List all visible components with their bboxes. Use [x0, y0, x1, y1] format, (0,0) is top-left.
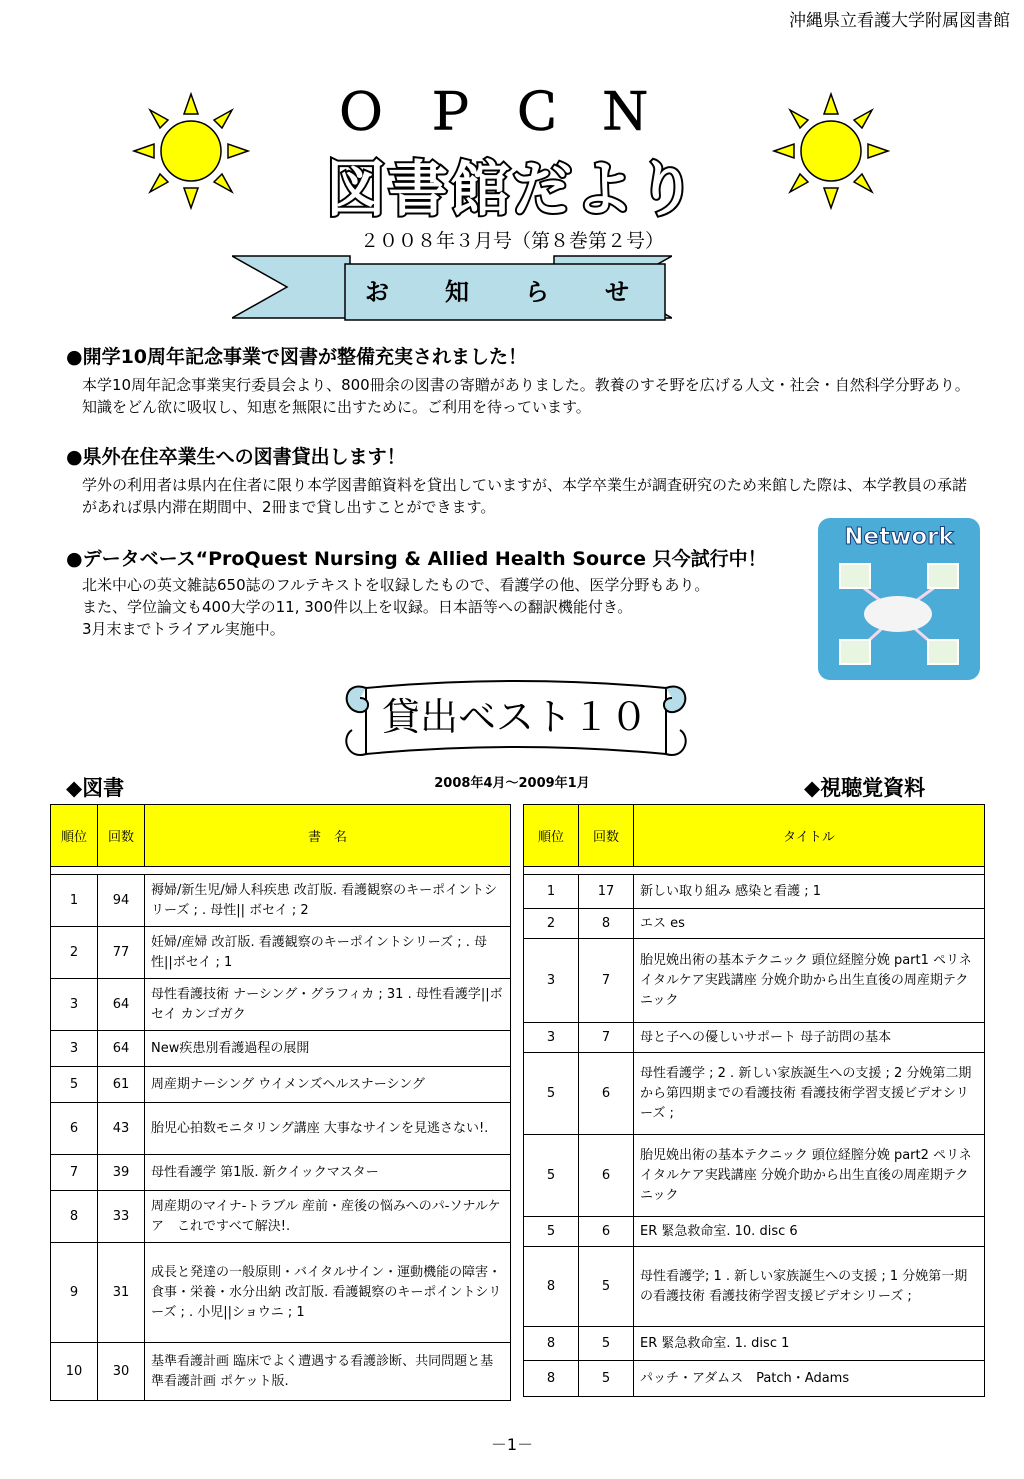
table-row	[524, 1247, 985, 1327]
rank: 5	[524, 1217, 579, 1247]
rank: 5	[524, 1135, 579, 1217]
section-body: 本学10周年記念事業実行委員会より、800冊余の図書の寄贈がありました。教養のすそ野を広げる人文・社会・自然科学分野あり。知識をどん欲に吸収し、知恵を無限に出すために。ご利用を待っています。	[82, 376, 970, 416]
av-title: ER 緊急救命室. 1. disc 1	[634, 1327, 985, 1361]
table-row	[51, 875, 511, 927]
table-row	[524, 1135, 985, 1217]
count: 64	[98, 979, 145, 1031]
table-row	[51, 979, 511, 1031]
section-heading: ●データベース“ProQuest Nursing & Allied Health Source 只今試行中！	[66, 548, 767, 570]
book-title: 周産期のマイナ-トラブル 産前・産後の悩みへのパ-ソナルケア これですべて解決!.	[145, 1191, 511, 1243]
header-rank: 順位	[51, 805, 98, 867]
table-row	[51, 1031, 511, 1067]
notice-label: お 知 ら せ	[365, 278, 645, 306]
av-title: 胎児娩出術の基本テクニック 頭位経膣分娩 part2 ペリネイタルケア実践講座 分娩介助から出生直後の周産期テクニック	[634, 1135, 985, 1217]
title-line1: ＯＰＣＮ	[336, 83, 688, 141]
av-title: パッチ・アダムス Patch・Adams	[634, 1361, 985, 1397]
count: 33	[98, 1191, 145, 1243]
table-row	[51, 1343, 511, 1401]
count: 5	[579, 1361, 634, 1397]
rank: 3	[51, 979, 98, 1031]
header-title: タイトル	[634, 805, 985, 867]
count: 43	[98, 1103, 145, 1155]
rank: 2	[51, 927, 98, 979]
count: 17	[579, 875, 634, 909]
network-illustration	[818, 518, 980, 680]
table-row	[51, 1243, 511, 1343]
table-row	[51, 1103, 511, 1155]
rank: 10	[51, 1343, 98, 1401]
table-row	[524, 875, 985, 909]
count: 5	[579, 1327, 634, 1361]
section-body-line: 3月末までトライアル実施中。	[82, 620, 285, 638]
count: 5	[579, 1247, 634, 1327]
table-row	[524, 1217, 985, 1247]
count: 61	[98, 1067, 145, 1103]
rank: 2	[524, 909, 579, 939]
book-title: New疾患別看護過程の展開	[145, 1031, 511, 1067]
rank: 6	[51, 1103, 98, 1155]
count: 77	[98, 927, 145, 979]
period: 2008年4月～2009年1月	[434, 776, 590, 791]
book-title: 成長と発達の一般原則・バイタルサイン・運動機能の障害・食事・栄養・水分出納 改訂版. 看護観察のキーポイントシリーズ ; . 小児||ショウニ ; 1	[145, 1243, 511, 1343]
rank: 5	[524, 1053, 579, 1135]
rank: 7	[51, 1155, 98, 1191]
section-body-line: また、学位論文も400大学の11, 300件以上を収録。日本語等への翻訳機能付き。	[82, 598, 633, 616]
issue-date: ２００８年３月号（第８巻第２号）	[359, 230, 664, 252]
count: 39	[98, 1155, 145, 1191]
page-number: －1－	[490, 1435, 534, 1454]
count: 94	[98, 875, 145, 927]
av-title: 胎児娩出術の基本テクニック 頭位経膣分娩 part1 ペリネイタルケア実践講座 分娩介助から出生直後の周産期テクニック	[634, 939, 985, 1023]
table-row	[51, 1067, 511, 1103]
rank: 1	[51, 875, 98, 927]
table-row	[524, 1023, 985, 1053]
section-heading: ●県外在住卒業生への図書貸出します！	[66, 446, 406, 468]
av-table	[523, 804, 985, 1397]
organization-name: 沖縄県立看護大学附属図書館	[789, 11, 1010, 31]
book-title: 母性看護技術 ナーシング・グラフィカ ; 31 . 母性看護学||ボセイ カンゴガク	[145, 979, 511, 1031]
rank: 8	[524, 1361, 579, 1397]
best-ten-title: 貸出ベスト１０	[381, 695, 648, 739]
rank: 8	[524, 1327, 579, 1361]
section-body: 学外の利用者は県内在住者に限り本学図書館資料を貸出していますが、本学卒業生が調査研究のため来館した際は、本学教員の承諾があれば県内滞在期間中、2冊まで貸し出すことができます。	[82, 476, 968, 516]
count: 8	[579, 909, 634, 939]
count: 30	[98, 1343, 145, 1401]
book-title: 妊婦/産婦 改訂版. 看護観察のキーポイントシリーズ ; . 母性||ボセイ ; 1	[145, 927, 511, 979]
av-title: 母性看護学 ; 2 . 新しい家族誕生への支援 ; 2 分娩第二期から第四期までの看護技術 看護技術学習支援ビデオシリーズ ;	[634, 1053, 985, 1135]
av-title: エス es	[634, 909, 985, 939]
count: 64	[98, 1031, 145, 1067]
av-title: ER 緊急救命室. 10. disc 6	[634, 1217, 985, 1247]
table-row	[524, 909, 985, 939]
header-rank: 順位	[524, 805, 579, 867]
section-body-line: 北米中心の英文雑誌650誌のフルテキストを収録したもので、看護学の他、医学分野もあり。	[82, 576, 710, 594]
header-title: 書 名	[145, 805, 511, 867]
count: 6	[579, 1135, 634, 1217]
title-line2: 図書館だより	[326, 155, 698, 225]
count: 31	[98, 1243, 145, 1343]
count: 6	[579, 1217, 634, 1247]
table-row	[524, 1361, 985, 1397]
table-row	[51, 1191, 511, 1243]
books-table	[50, 804, 511, 1401]
book-title: 褥婦/新生児/婦人科疾患 改訂版. 看護観察のキーポイントシリーズ ; . 母性|| ボセイ ; 2	[145, 875, 511, 927]
header-count: 回数	[579, 805, 634, 867]
av-title: 母性看護学; 1 . 新しい家族誕生への支援 ; 1 分娩第一期の看護技術 看護技術学習支援ビデオシリーズ ;	[634, 1247, 985, 1327]
count: 7	[579, 1023, 634, 1053]
rank: 3	[524, 939, 579, 1023]
av-title: 新しい取り組み 感染と看護 ; 1	[634, 875, 985, 909]
av-title: 母と子への優しいサポート 母子訪問の基本	[634, 1023, 985, 1053]
book-title: 基準看護計画 臨床でよく遭遇する看護診断、共同問題と基準看護計画 ポケット版.	[145, 1343, 511, 1401]
computer-network-icon	[818, 552, 980, 680]
table-row	[51, 1155, 511, 1191]
rank: 5	[51, 1067, 98, 1103]
header-count: 回数	[98, 805, 145, 867]
books-label: ◆図書	[66, 776, 125, 800]
book-title: 胎児心拍数モニタリング講座 大事なサインを見逃さない!.	[145, 1103, 511, 1155]
table-row	[524, 939, 985, 1023]
rank: 3	[51, 1031, 98, 1067]
rank: 9	[51, 1243, 98, 1343]
count: 6	[579, 1053, 634, 1135]
book-title: 周産期ナーシング ウイメンズヘルスナーシング	[145, 1067, 511, 1103]
table-row	[524, 1327, 985, 1361]
rank: 8	[524, 1247, 579, 1327]
section-heading: ●開学10周年記念事業で図書が整備充実されました！	[66, 346, 528, 368]
rank: 8	[51, 1191, 98, 1243]
network-label: Network	[844, 524, 954, 550]
rank: 3	[524, 1023, 579, 1053]
count: 7	[579, 939, 634, 1023]
table-row	[524, 1053, 985, 1135]
book-title: 母性看護学 第1版. 新クイックマスター	[145, 1155, 511, 1191]
table-row	[51, 927, 511, 979]
av-label: ◆視聴覚資料	[804, 776, 926, 800]
rank: 1	[524, 875, 579, 909]
